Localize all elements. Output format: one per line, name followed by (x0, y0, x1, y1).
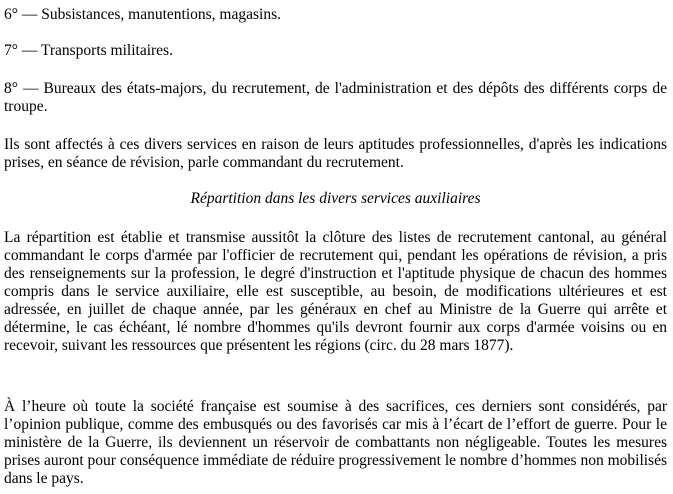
distribution-paragraph: La répartition est établie et transmise aussitôt la clôture des listes de recrutement cantonal, au général commandant le corps d'armée par l'officier de recrutement qui, pendant les opérations de révision, a pris des renseignements sur la profession, le degré d'instruction et l'aptitude physique de chacun des hommes compris dans le service auxiliaire, elle est susceptible, au besoin, de modifications ultérieures et est adressée, en juillet de chaque année, par les généraux en chef au Ministre de la Guerre qui arrête et détermine, le cas échéant, lé nombre d'hommes qu'ils devront fournir aux corps d'armée voisins ou en recevoir, suivant les ressources que présentent les régions (circ. du 28 mars 1877). (4, 229, 667, 354)
list-item-subsistances: 6° — Subsistances, manutentions, magasins. (4, 6, 281, 23)
closing-paragraph: À l’heure où toute la société française est soumise à des sacrifices, ces derniers sont considérés, par l’opinion publique, comme des embusqués ou des favorisés car mis à l’écart de l’effort de guerre. Pour le ministère de la Guerre, ils deviennent un réservoir de combattants non négligeable. Toutes les mesures prises auront pour conséquence immédiate de réduire progressivement le nombre d’hommes non mobilisés dans le pays. (4, 398, 667, 487)
list-item-bureaux: 8° — Bureaux des états-majors, du recrutement, de l'administration et des dépôts des différents corps de troupe. (4, 80, 667, 115)
section-heading: Répartition dans les divers services auxiliaires (190, 190, 481, 207)
list-item-transports: 7° — Transports militaires. (4, 42, 173, 59)
assignment-paragraph: Ils sont affectés à ces divers services en raison de leurs aptitudes professionnelles, d'après les indications prises, en séance de révision, parle commandant du recrutement. (4, 136, 667, 171)
